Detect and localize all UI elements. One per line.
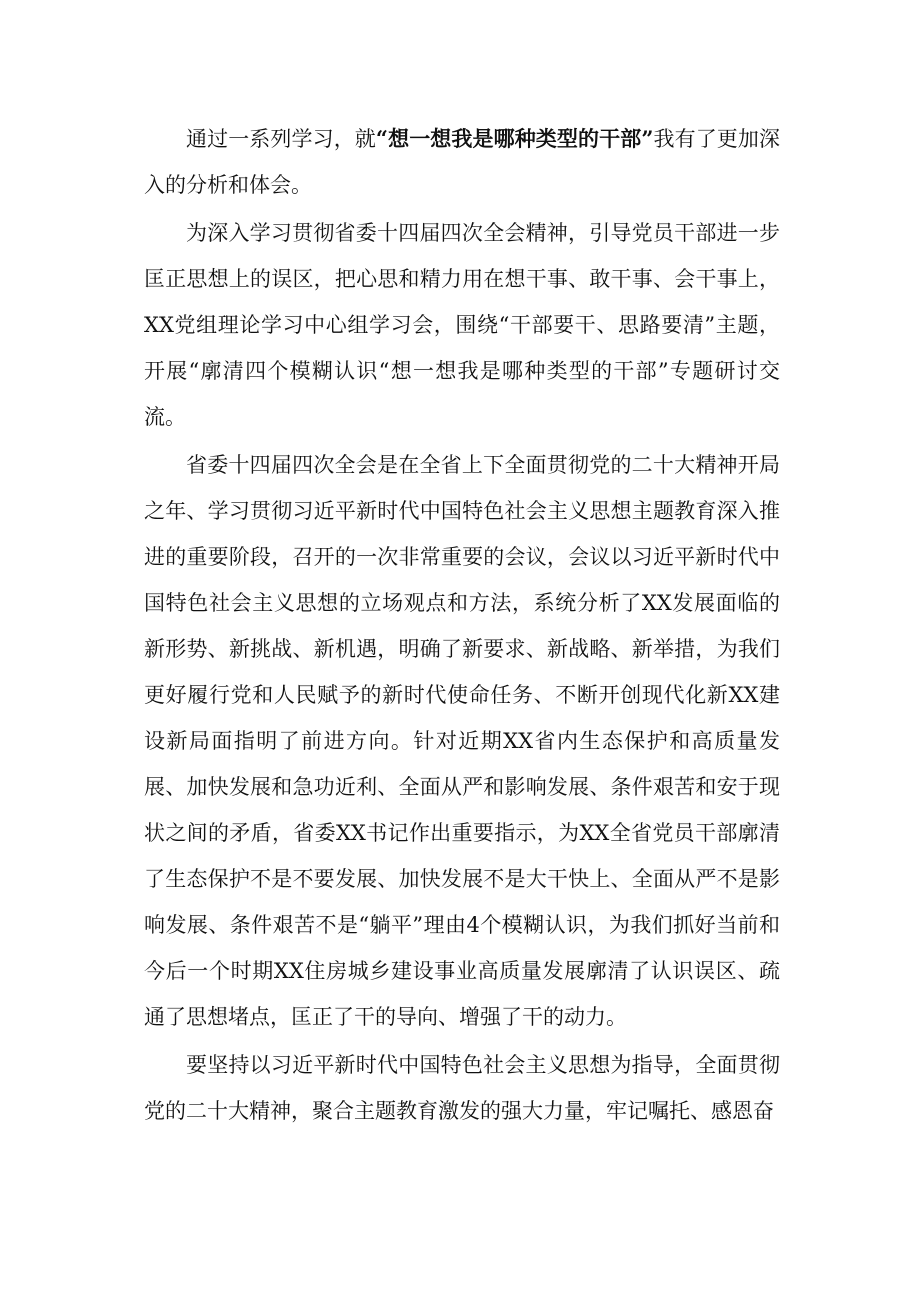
paragraph-1-text: 通过一系列学习，就	[186, 127, 376, 151]
paragraph-3-text: 省委十四届四次全会是在全省上下全面贯彻党的二十大精神开局之年、学习贯彻习近平新时代中国特色社会主义思想主题教育深入推进的重要阶段，召开的一次非常重要的会议，会议以习近平新时代中国特色社会主义思想的立场观点和方法，系统分析了XX发展面临的新形势、新挑战、新机遇，明确了新要求、新战略、新举措，为我们更好履行党和人民赋予的新时代使命任务、不断开创现代化新XX建设新局面指明了前进方向。针对近期XX省内生态保护和高质量发展、加快发展和急功近利、全面从严和影响发展、条件艰苦和安于现状之间的矛盾，省委XX书记作出重要指示，为XX全省党员干部廓清了生态保护不是不要发展、加快发展不是大干快上、全面从严不是影响发展、条件艰苦不是“躺平”理由4个模糊认识，为我们抓好当前和今后一个时期XX住房城乡建设事业高质量发展廓清了认识误区、疏通了思想堵点，匡正了干的导向、增强了干的动力。	[144, 453, 780, 1029]
paragraph-2	[144, 210, 780, 440]
paragraph-4-text: 要坚持以习近平新时代中国特色社会主义思想为指导，全面贯彻党的二十大精神，聚合主题教育激发的强大力量，牢记嘱托、感恩奋	[144, 1053, 780, 1123]
document-body	[144, 116, 780, 1134]
paragraph-3	[144, 442, 780, 1040]
paragraph-1	[144, 116, 780, 208]
paragraph-4	[144, 1042, 780, 1134]
paragraph-1-bold-quote: “想一想我是哪种类型的干部”	[375, 126, 654, 151]
paragraph-2-text: 为深入学习贯彻省委十四届四次全会精神，引导党员干部进一步匡正思想上的误区，把心思和精力用在想干事、敢干事、会干事上，XX党组理论学习中心组学习会，围绕“干部要干、思路要清”主题，开展“廓清四个模糊认识“想一想我是哪种类型的干部”专题研讨交流。	[144, 221, 780, 429]
paragraph-1-text-end: 我有了更加深入的分析和体会。	[144, 127, 781, 197]
